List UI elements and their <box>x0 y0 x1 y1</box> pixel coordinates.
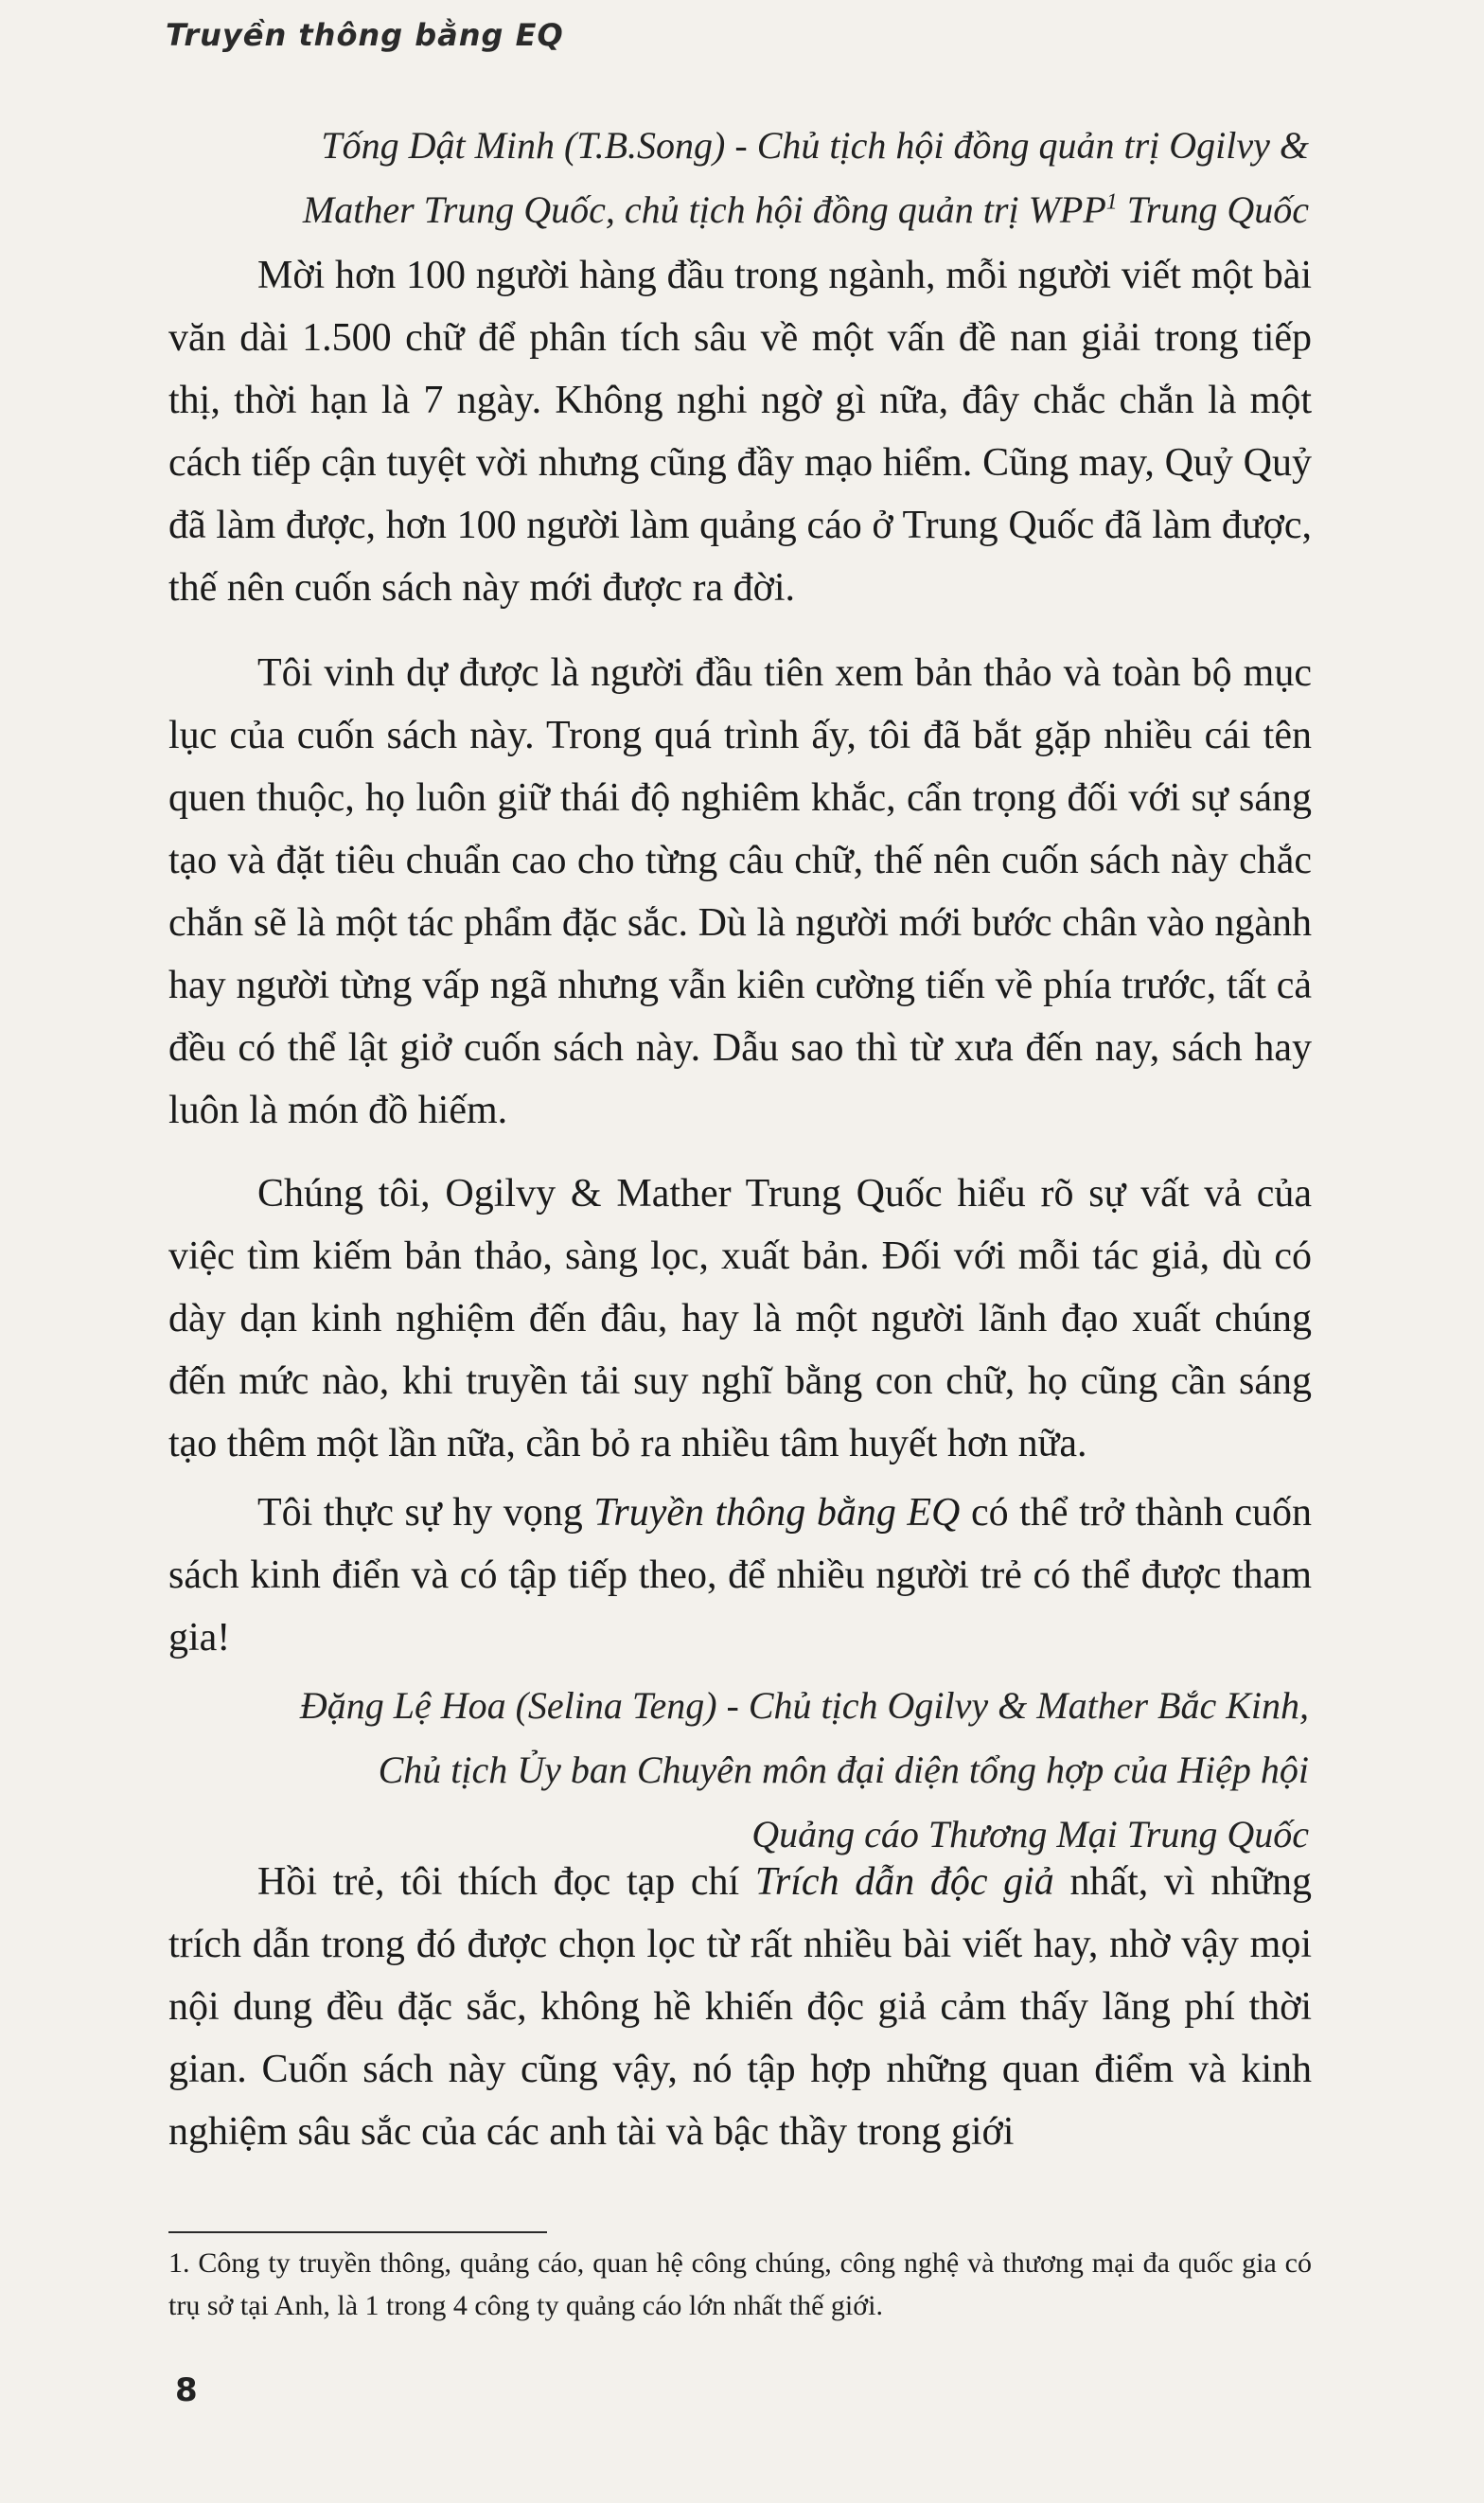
attribution-line: Chủ tịch Ủy ban Chuyên môn đại diện tổng hợp của Hiệp hội <box>378 1749 1309 1791</box>
attribution-line: Tống Dật Minh (T.B.Song) - Chủ tịch hội đồng quản trị Ogilvy & <box>321 124 1309 167</box>
paragraph-text: Tôi thực sự hy vọng <box>257 1491 594 1535</box>
paragraph-text: có thể trở thành cuốn sách kinh điển và có tập tiếp theo, để nhiều người trẻ có thể được tham gia! <box>168 1491 1312 1660</box>
attribution-text: Mather Trung Quốc, chủ tịch hội đồng quản trị WPP <box>302 188 1106 231</box>
footnote: 1. Công ty truyền thông, quảng cáo, quan hệ công chúng, công nghệ và thương mại đa quốc gia có trụ sở tại Anh, là 1 trong 4 công ty quảng cáo lớn nhất thế giới. <box>168 2247 1312 2321</box>
attribution-line: Đặng Lệ Hoa (Selina Teng) - Chủ tịch Ogilvy & Mather Bắc Kinh, <box>299 1684 1309 1727</box>
running-header-title: Truyền thông bằng EQ <box>166 17 564 53</box>
footnote-marker: 1 <box>1105 189 1118 215</box>
magazine-title-italic: Trích dẫn độc giả <box>754 1860 1054 1904</box>
body-paragraph-1: Mời hơn 100 người hàng đầu trong ngành, mỗi người viết một bài văn dài 1.500 chữ để phân tích sâu về một vấn đề nan giải trong tiếp thị, thời hạn là 7 ngày. Không nghi ngờ gì nữa, đây chắc chắn là một cách tiếp cận tuyệt vời nhưng cũng đầy mạo hiểm. Cũng may, Quỷ Quỷ đã làm được, hơn 100 người làm quảng cáo ở Trung Quốc đã làm được, thế nên cuốn sách này mới được ra đời. <box>168 254 1312 610</box>
paragraph-text: nhất, vì những trích dẫn trong đó được chọn lọc từ rất nhiều bài viết hay, nhờ vậy mọi nội dung đều đặc sắc, không hề khiến độc giả cảm thấy lãng phí thời gian. Cuốn sách này cũng vậy, nó tập hợp những quan điểm và kinh nghiệm sâu sắc của các anh tài và bậc thầy trong giới <box>168 1860 1312 2154</box>
attribution-line: Quảng cáo Thương Mại Trung Quốc <box>751 1813 1309 1855</box>
book-title-italic: Truyền thông bằng EQ <box>593 1491 961 1535</box>
body-paragraph-5 <box>168 1851 1312 2163</box>
attribution-dang-le-hoa <box>154 1674 1309 1867</box>
attribution-line <box>154 178 1309 242</box>
page-number: 8 <box>175 2371 198 2409</box>
paragraph-text: Hồi trẻ, tôi thích đọc tạp chí <box>257 1860 755 1904</box>
body-paragraph-2: Tôi vinh dự được là người đầu tiên xem bản thảo và toàn bộ mục lục của cuốn sách này. Trong quá trình ấy, tôi đã bắt gặp nhiều cái tên quen thuộc, họ luôn giữ thái độ nghiêm khắc, cẩn trọng đối với sự sáng tạo và đặt tiêu chuẩn cao cho từng câu chữ, thế nên cuốn sách này chắc chắn sẽ là một tác phẩm đặc sắc. Dù là người mới bước chân vào ngành hay người từng vấp ngã nhưng vẫn kiên cường tiến về phía trước, tất cả đều có thể lật giở cuốn sách này. Dẫu sao thì từ xưa đến nay, sách hay luôn là món đồ hiếm. <box>168 651 1312 1132</box>
body-paragraph-3: Chúng tôi, Ogilvy & Mather Trung Quốc hiểu rõ sự vất vả của việc tìm kiếm bản thảo, sàng lọc, xuất bản. Đối với mỗi tác giả, dù có dày dạn kinh nghiệm đến đâu, hay là một người lãnh đạo xuất chúng đến mức nào, khi truyền tải suy nghĩ bằng con chữ, họ cũng cần sáng tạo thêm một lần nữa, cần bỏ ra nhiều tâm huyết hơn nữa. <box>168 1172 1312 1465</box>
footnote-divider <box>168 2231 547 2233</box>
body-paragraph-4 <box>168 1482 1312 1669</box>
attribution-tong-dat-minh <box>154 114 1309 242</box>
attribution-text: Trung Quốc <box>1117 188 1309 231</box>
